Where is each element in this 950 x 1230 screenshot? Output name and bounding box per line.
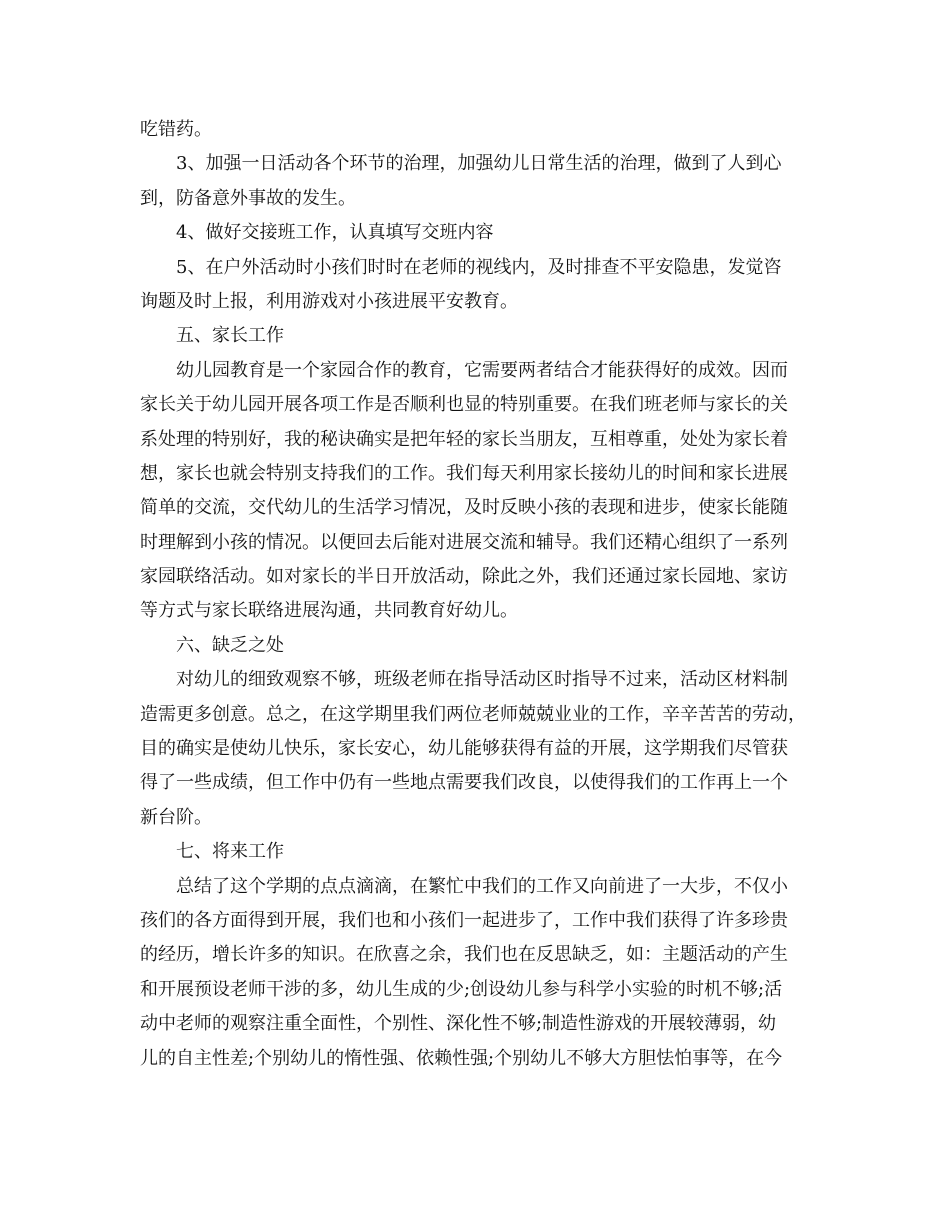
text-line: 简单的交流，交代幼儿的生活学习情况，及时反映小孩的表现和进步，使家长能随 <box>140 497 788 519</box>
text-line: 动中老师的观察注重全面性，个别性、深化性不够;制造性游戏的开展较薄弱，幼 <box>140 1013 777 1035</box>
text-line: 4、做好交接班工作，认真填写交班内容 <box>176 222 494 244</box>
text-line: 系处理的特别好，我的秘诀确实是把年轻的家长当朋友，互相尊重，处处为家长着 <box>140 428 788 450</box>
text-line: 吃错药。 <box>140 119 212 140</box>
text-line: 总结了这个学期的点点滴滴，在繁忙中我们的工作又向前进了一大步，不仅小 <box>176 875 788 897</box>
document-body <box>140 113 820 1076</box>
text-line: 5、在户外活动时小孩们时时在老师的视线内，及时排查不平安隐患，发觉咨 <box>176 256 782 278</box>
text-line: 五、家长工作 <box>176 325 284 347</box>
text-line: 家长关于幼儿园开展各项工作是否顺利也显的特别重要。在我们班老师与家长的关 <box>140 394 788 416</box>
text-line: 想，家长也就会特别支持我们的工作。我们每天利用家长接幼儿的时间和家长进展 <box>140 462 788 484</box>
text-line: 等方式与家长联络进展沟通，共同教育好幼儿。 <box>140 600 518 622</box>
text-line: 目的确实是使幼儿快乐，家长安心，幼儿能够获得有益的开展，这学期我们尽管获 <box>140 738 788 760</box>
text-line: 到，防备意外事故的发生。 <box>140 187 356 209</box>
text-line: 得了一些成绩，但工作中仍有一些地点需要我们改良，以使得我们的工作再上一个 <box>140 772 788 794</box>
text-line: 儿的自主性差;个别幼儿的惰性强、依赖性强;个别幼儿不够大方胆怯怕事等，在今 <box>140 1047 783 1069</box>
text-line: 幼儿园教育是一个家园合作的教育，它需要两者结合才能获得好的成效。因而 <box>176 359 788 381</box>
text-line: 新台阶。 <box>140 806 212 828</box>
text-line: 家园联络活动。如对家长的半日开放活动，除此之外，我们还通过家长园地、家访 <box>140 566 788 588</box>
text-line: 和开展预设老师干涉的多，幼儿生成的少;创设幼儿参与科学小实验的时机不够;活 <box>140 978 783 1000</box>
text-line: 对幼儿的细致观察不够，班级老师在指导活动区时指导不过来，活动区材料制 <box>176 669 788 691</box>
text-line: 七、将来工作 <box>176 841 284 863</box>
text-line: 时理解到小孩的情况。以便回去后能对进展交流和辅导。我们还精心组织了一系列 <box>140 531 788 553</box>
text-line: 3、加强一日活动各个环节的治理，加强幼儿日常生活的治理，做到了人到心 <box>176 153 782 175</box>
text-line: 六、缺乏之处 <box>176 634 284 656</box>
text-line: 询题及时上报，利用游戏对小孩进展平安教育。 <box>140 290 518 312</box>
text-line: 造需更多创意。总之，在这学期里我们两位老师兢兢业业的工作，辛辛苦苦的劳动， <box>140 703 806 725</box>
text-line: 的经历，增长许多的知识。在欣喜之余，我们也在反思缺乏，如：主题活动的产生 <box>140 944 788 966</box>
text-line: 孩们的各方面得到开展，我们也和小孩们一起进步了，工作中我们获得了许多珍贵 <box>140 909 788 931</box>
